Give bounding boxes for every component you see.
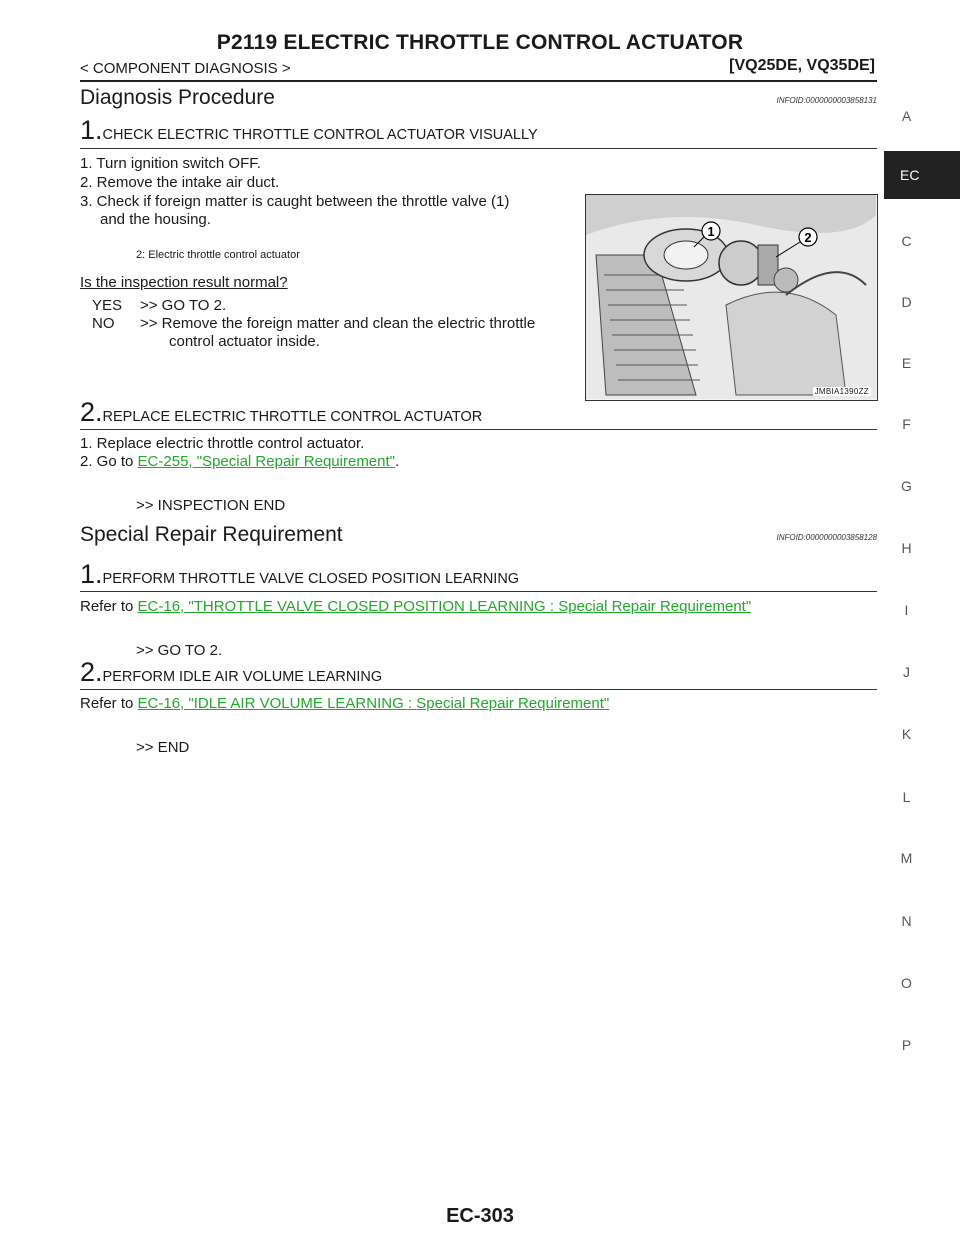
step-number: 2. <box>80 397 103 427</box>
index-tab-l[interactable]: L <box>902 789 911 805</box>
section-heading-diagnosis: Diagnosis Procedure <box>80 86 275 109</box>
step-divider <box>80 429 877 430</box>
step-number: 1. <box>80 559 103 589</box>
index-tab-j[interactable]: J <box>903 664 910 680</box>
step-result: >> INSPECTION END <box>136 497 286 514</box>
step-number: 1. <box>80 115 103 145</box>
yes-label: YES <box>92 297 123 314</box>
section-index <box>884 0 960 1242</box>
link-ec-255[interactable]: EC-255, "Special Repair Requirement" <box>137 453 395 470</box>
step-divider <box>80 591 877 592</box>
step-header <box>80 397 482 428</box>
index-tab-n[interactable]: N <box>901 913 912 929</box>
index-tab-i[interactable]: I <box>904 602 909 618</box>
figure-code: JMBIA1390ZZ <box>814 387 869 396</box>
step-item-suffix: . <box>395 453 400 470</box>
index-tab-m[interactable]: M <box>900 850 913 866</box>
index-tab-o[interactable]: O <box>901 975 912 991</box>
inspection-question: Is the inspection result normal? <box>80 274 288 291</box>
header-divider <box>80 80 877 82</box>
index-tab-h[interactable]: H <box>901 540 912 556</box>
callout-1: 1 <box>707 224 715 239</box>
step-divider <box>80 148 877 149</box>
index-tab-c[interactable]: C <box>901 233 912 249</box>
refer-prefix: Refer to <box>80 695 138 712</box>
no-text-continued: control actuator inside. <box>169 333 320 350</box>
step-title: PERFORM THROTTLE VALVE CLOSED POSITION LEARNING <box>102 571 520 587</box>
step-result: >> GO TO 2. <box>136 642 223 659</box>
page-number: EC-303 <box>446 1205 514 1227</box>
step-result: >> END <box>136 739 190 756</box>
step-item-prefix: 2. Go to <box>80 453 138 470</box>
infoid-special: INFOID:0000000003858128 <box>776 533 877 542</box>
index-tab-e[interactable]: E <box>901 355 912 371</box>
step-item: and the housing. <box>100 211 211 228</box>
index-tab-ec[interactable]: EC <box>884 151 960 199</box>
no-label: NO <box>92 315 115 332</box>
figure-caption: 2: Electric throttle control actuator <box>136 249 300 261</box>
link-ec-16-throttle[interactable]: EC-16, "THROTTLE VALVE CLOSED POSITION LEARNING : Special Repair Requirement" <box>137 598 752 615</box>
index-tab-g[interactable]: G <box>901 478 912 494</box>
index-tab-d[interactable]: D <box>901 294 912 310</box>
refer-prefix: Refer to <box>80 598 138 615</box>
step-title: REPLACE ELECTRIC THROTTLE CONTROL ACTUATOR <box>102 409 483 425</box>
index-tab-f[interactable]: F <box>902 416 911 432</box>
index-tab-p[interactable]: P <box>901 1037 912 1053</box>
step-item <box>80 452 399 471</box>
step-title: CHECK ELECTRIC THROTTLE CONTROL ACTUATOR VISUALLY <box>102 127 538 143</box>
step-number: 2. <box>80 657 103 687</box>
engine-bay-illustration <box>586 195 876 399</box>
section-heading-special: Special Repair Requirement <box>80 523 343 546</box>
step-item: 2. Remove the intake air duct. <box>80 174 280 191</box>
step-item: 1. Turn ignition switch OFF. <box>80 155 261 172</box>
step-item: 1. Replace electric throttle control actuator. <box>80 435 365 452</box>
index-tab-k[interactable]: K <box>901 726 912 742</box>
step-title: PERFORM IDLE AIR VOLUME LEARNING <box>102 669 383 685</box>
step-header <box>80 115 538 146</box>
breadcrumb: < COMPONENT DIAGNOSIS > <box>80 60 291 77</box>
infoid-diagnosis: INFOID:0000000003858131 <box>776 96 877 105</box>
engine-label: [VQ25DE, VQ35DE] <box>729 57 875 74</box>
index-tab-a[interactable]: A <box>901 108 912 124</box>
yes-text: >> GO TO 2. <box>140 297 227 314</box>
step-item <box>80 694 609 713</box>
step-header <box>80 657 382 688</box>
link-ec-16-idle[interactable]: EC-16, "IDLE AIR VOLUME LEARNING : Special Repair Requirement" <box>137 695 610 712</box>
step-divider <box>80 689 877 690</box>
page-title: P2119 ELECTRIC THROTTLE CONTROL ACTUATOR <box>216 31 744 54</box>
engine-bay-figure <box>585 194 878 401</box>
step-item <box>80 597 880 616</box>
step-header <box>80 559 519 590</box>
callout-2: 2 <box>804 230 812 245</box>
step-item: 3. Check if foreign matter is caught between the throttle valve (1) <box>80 193 510 210</box>
no-text: >> Remove the foreign matter and clean the electric throttle <box>140 315 536 332</box>
